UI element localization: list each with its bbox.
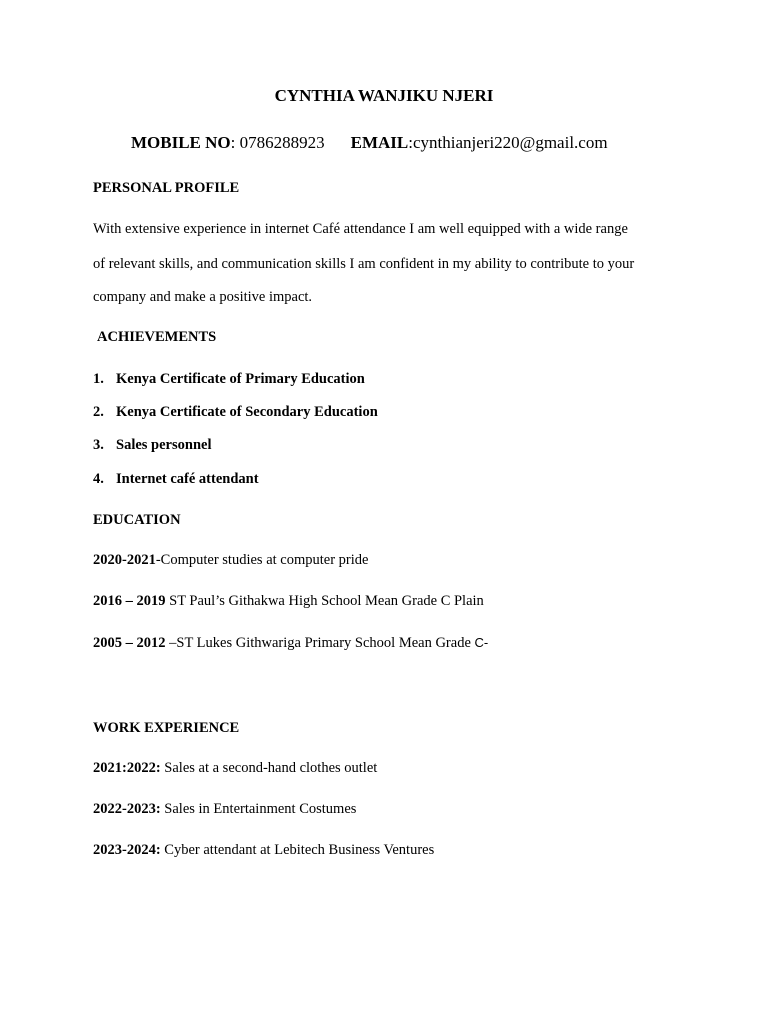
work-text: Sales at a second-hand clothes outlet [160,760,378,776]
education-years: 2016 – 2019 [93,593,166,609]
achievement-item [93,404,378,421]
achievement-text: Sales personnel [116,437,212,453]
education-years: 2005 – 2012 [93,635,166,651]
education-years: 2020-2021 [93,552,156,568]
work-text: Sales in Entertainment Costumes [160,801,357,817]
education-heading: EDUCATION [93,512,181,528]
email-value: :cynthianjeri220@gmail.com [408,133,608,152]
work-experience-heading: WORK EXPERIENCE [93,720,240,736]
achievement-number: 3. [93,437,104,453]
work-years: 2023-2024: [93,842,161,858]
education-entry [93,552,368,569]
achievement-number: 2. [93,404,104,420]
work-years: 2022-2023: [93,801,161,817]
profile-line-1: With extensive experience in internet Café attendance I am well equipped with a wide range [93,221,628,237]
achievement-text: Kenya Certificate of Secondary Education [116,404,378,420]
achievement-number: 4. [93,471,104,487]
education-grade: C- [474,635,489,650]
achievement-item [93,471,259,488]
education-text: -Computer studies at computer pride [155,552,369,568]
achievement-number: 1. [93,371,104,387]
education-entry [93,635,488,652]
candidate-name: CYNTHIA WANJIKU NJERI [274,86,494,105]
education-text: ST Paul’s Githakwa High School Mean Grade C Plain [165,593,484,609]
achievement-item [93,371,365,388]
achievement-text: Kenya Certificate of Primary Education [116,371,365,387]
achievements-heading: ACHIEVEMENTS [97,329,217,345]
work-entry [93,801,356,818]
work-years: 2021:2022: [93,760,161,776]
personal-profile-heading: PERSONAL PROFILE [93,180,240,196]
achievement-text: Internet café attendant [116,471,259,487]
work-entry [93,842,434,859]
email-label: EMAIL [350,133,409,152]
mobile-value: : 0786288923 [230,133,325,152]
work-entry [93,760,377,777]
achievement-item [93,437,211,454]
contact-line [131,133,608,153]
mobile-label: MOBILE NO [131,133,231,152]
profile-line-3: company and make a positive impact. [93,289,313,305]
profile-line-2: of relevant skills, and communication skills I am confident in my ability to contribute to your [93,256,635,272]
education-entry [93,593,484,610]
education-text: –ST Lukes Githwariga Primary School Mean Grade [165,635,475,651]
work-text: Cyber attendant at Lebitech Business Ventures [160,842,435,858]
